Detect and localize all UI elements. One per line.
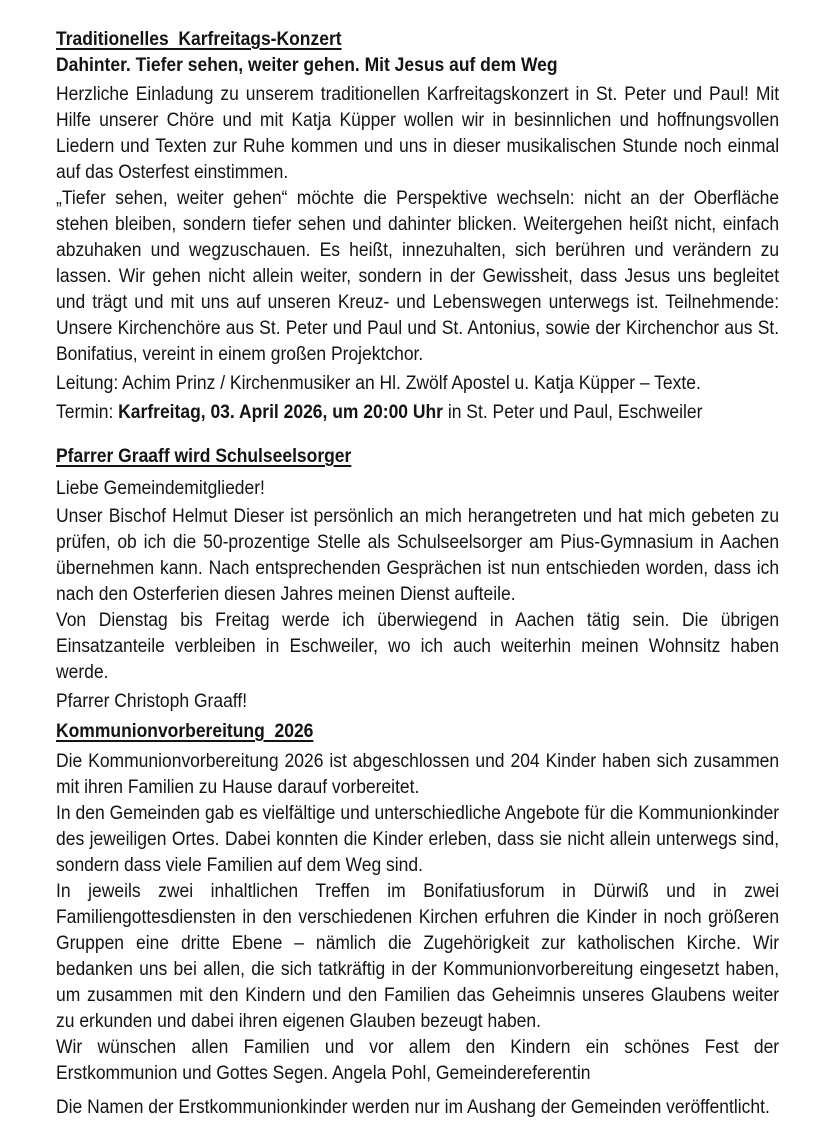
paragraph-einladung: Herzliche Einladung zu unserem traditionellen Karfreitagskonzert in St. Peter und Paul! Mit Hilfe unserer Chöre und mit Katja Küpper wollen wir in besinnlichen und hoffnungsvollen Liedern und Texten zur Ruhe kommen und uns in dieser musikalischen Stunde noch einmal auf das Osterfest einstimmen. bbox=[56, 84, 780, 183]
paragraph-dienstag-freitag: Von Dienstag bis Freitag werde ich überwiegend in Aachen tätig sein. Die übrigen Einsatzanteile verbleiben in Eschweiler, wo ich auch weiterhin meinen Wohnsitz haben werde. bbox=[56, 610, 780, 683]
paragraph-gemeinden-angebote: In den Gemeinden gab es vielfältige und unterschiedliche Angebote für die Kommunionkinder des jeweiligen Ortes. Dabei konnten die Kinder erleben, dass sie nicht allein unterwegs sind, sondern dass viele Familien auf dem Weg sind. bbox=[56, 803, 780, 876]
line-signature-graaff: Pfarrer Christoph Graaff! bbox=[56, 691, 248, 712]
newsletter-page bbox=[56, 27, 779, 1121]
line-salutation: Liebe Gemeindemitglieder! bbox=[56, 478, 265, 499]
paragraph-treffen-bonifatiusforum: In jeweils zwei inhaltlichen Treffen im Bonifatiusforum in Dürwiß und in zwei Familiengottesdiensten in den verschiedenen Kirchen erfuhren die Kinder in noch größeren Gruppen eine dritte Ebene – nämlich die Zugehörigkeit zur katholischen Kirche. Wir bedanken uns bei allen, die sich tatkräftig in der Kommunionvorbereitung eingesetzt haben, um zusammen mit den Kindern und den Familien das Geheimnis unseres Glaubens weiter zu erkunden und dabei ihren eigenen Glauben bezeugt haben. bbox=[56, 881, 780, 1032]
line-leitung: Leitung: Achim Prinz / Kirchenmusiker an Hl. Zwölf Apostel u. Katja Küpper – Texte. bbox=[56, 373, 701, 394]
section-karfreitags-konzert bbox=[56, 27, 779, 426]
section-heading-karfreitags-konzert: Traditionelles Karfreitags-Konzert bbox=[56, 29, 342, 50]
section-subtitle-karfreitags-konzert: Dahinter. Tiefer sehen, weiter gehen. Mit Jesus auf dem Weg bbox=[56, 55, 558, 76]
section-kommunionvorbereitung bbox=[56, 719, 779, 1121]
paragraph-bischof: Unser Bischof Helmut Dieser ist persönlich an mich herangetreten und hat mich gebeten zu prüfen, ob ich die 50-prozentige Stelle als Schulseelsorger am Pius-Gymnasium in Aachen übernehmen kann. Nach entsprechenden Gesprächen ist nun entschieden worden, dass ich nach den Osterferien diesen Jahres meinen Dienst aufteile. bbox=[56, 506, 780, 605]
section-heading-kommunionvorbereitung: Kommunionvorbereitung 2026 bbox=[56, 721, 314, 742]
termin-location: in St. Peter und Paul, Eschweiler bbox=[442, 402, 703, 423]
line-aushang-note: Die Namen der Erstkommunionkinder werden nur im Aushang der Gemeinden veröffentlicht. bbox=[56, 1097, 770, 1118]
paragraph-kommunion-abschluss: Die Kommunionvorbereitung 2026 ist abgeschlossen und 204 Kinder haben sich zusammen mit ihren Familien zu Hause darauf vorbereitet. bbox=[56, 751, 780, 798]
section-schulseelsorger bbox=[56, 444, 779, 715]
line-termin bbox=[56, 400, 779, 426]
termin-date-bold: Karfreitag, 03. April 2026, um 20:00 Uhr bbox=[118, 402, 443, 423]
paragraph-tiefer-sehen: „Tiefer sehen, weiter gehen“ möchte die Perspektive wechseln: nicht an der Oberfläche stehen bleiben, sondern tiefer sehen und dahinter blicken. Weitergehen heißt nicht, einfach abzuhaken und wegzuschauen. Es heißt, innezuhalten, sich berühren und verändern zu lassen. Wir gehen nicht allein weiter, sondern in der Gewissheit, dass Jesus uns begleitet und trägt und mit uns auf unseren Kreuz- und Lebenswegen unterwegs ist. Teilnehmende: Unsere Kirchenchöre aus St. Peter und Paul und St. Antonius, sowie der Kirchenchor aus St. Bonifatius, vereint in einem großen Projektchor. bbox=[56, 188, 780, 365]
termin-label: Termin: bbox=[56, 402, 119, 423]
paragraph-wuensche: Wir wünschen allen Familien und vor allem den Kindern ein schönes Fest der Erstkommunion und Gottes Segen. Angela Pohl, Gemeindereferentin bbox=[56, 1037, 780, 1084]
section-heading-schulseelsorger: Pfarrer Graaff wird Schulseelsorger bbox=[56, 446, 352, 467]
